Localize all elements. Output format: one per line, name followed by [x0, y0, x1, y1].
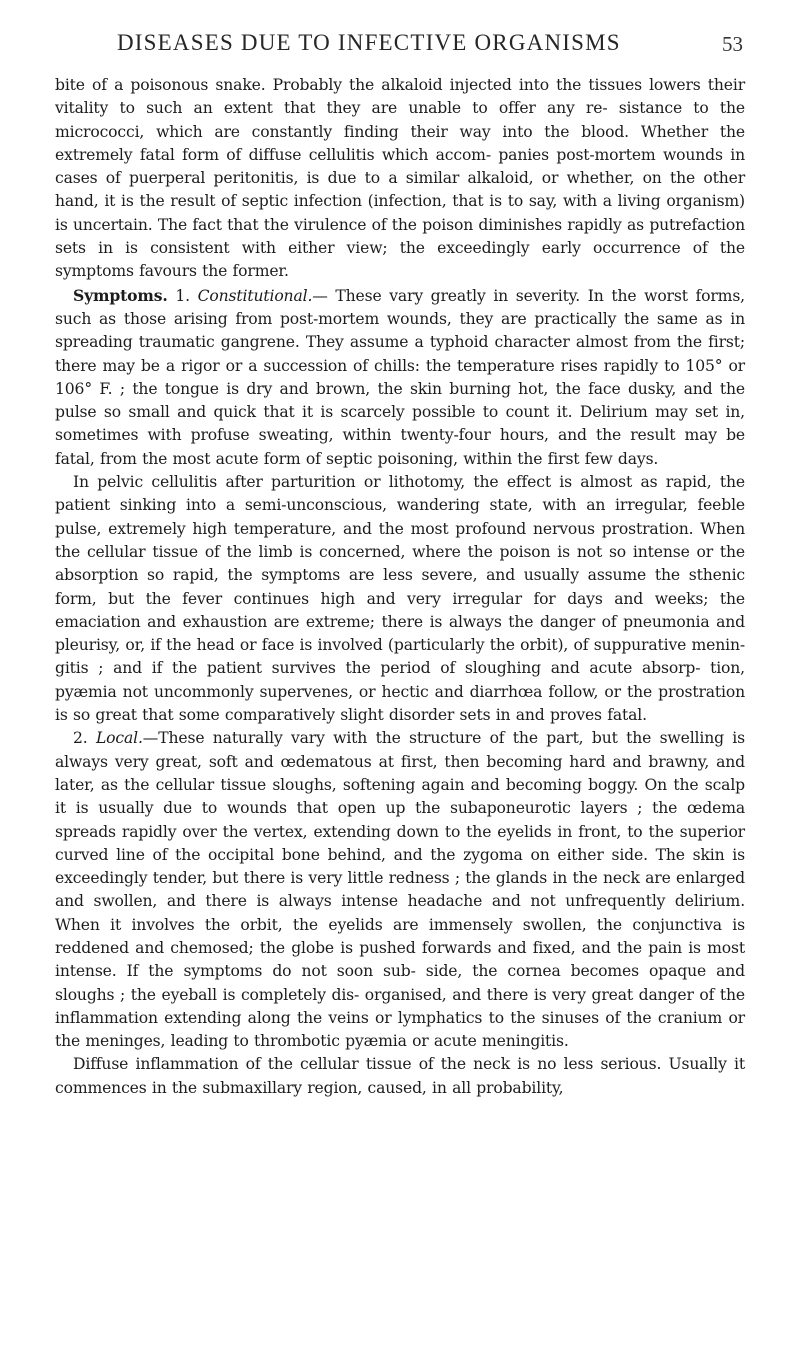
subheading-local: Local. [95, 729, 143, 748]
paragraph-symptoms-constitutional [55, 284, 745, 471]
item-number: 2. [73, 729, 88, 748]
paragraph-pelvic-cellulitis: In pelvic cellulitis after parturition or lithotomy, the effect is almost as rapid, the patient sinking into a semi-unconscious, wandering state, with an irregular, feeble pulse, extremely high temperature, and the most profound nervous prostration. When the cellular tissue of the limb is concerned, where the poison is not so intense or the absorption so rapid, the symptoms are less severe, and usually assume the sthenic form, but the fever continues high and very irregular for days and weeks; the emaciation and exhaustion are extreme; there is always the danger of pneumonia and pleurisy, or, if the head or face is involved (particularly the orbit), of suppurative menin- gitis ; and if the patient survives the period of sloughing and acute absorp- tion, pyæmia not uncommonly supervenes, or hectic and diarrhœa follow, or the prostration is so great that some comparatively slight disorder sets in and proves fatal. [55, 473, 745, 725]
running-title: DISEASES DUE TO INFECTIVE ORGANISMS [117, 30, 621, 55]
paragraph-local-symptoms [55, 727, 745, 1053]
paragraph-text: —These naturally vary with the structure of the part, but the swelling is always very great, soft and œdematous at first, then becoming hard and brawny, and later, as the cellular tissue sloughs, softening again and becoming boggy. On the scalp it is usually due to wounds that open up the subaponeurotic layers ; the œdema spreads rapidly over the vertex, extending down to the eyelids in front, to the superior curved line of the occipital bone behind, and the zygoma on either side. The skin is exceedingly tender, but there is very little redness ; the glands in the neck are enlarged and swollen, and there is always intense headache and not unfrequently delirium. When it involves the orbit, the eyelids are immensely swollen, the conjunctiva is reddened and chemosed; the globe is pushed forwards and fixed, and the pain is most intense. If the symptoms do not soon sub- side, the cornea becomes opaque and sloughs ; the eyeball is completely dis- organised, and there is very great danger of the inflammation extending along the veins or lymphatics to the sinuses of the cranium or the meninges, leading to thrombotic pyæmia or acute meningitis. [55, 729, 746, 1051]
section-heading-symptoms: Symptoms. [73, 285, 168, 305]
paragraph-continuation: bite of a poisonous snake. Probably the alkaloid injected into the tissues lowers their vitality to such an extent that they are unable to offer any re- sistance to the micrococci, which are constantly finding their way into the blood. Whether the extremely fatal form of diffuse cellulitis which accom- panies post-mortem wounds in cases of puerperal peritonitis, is due to a similar alkaloid, or whether, on the other hand, it is the result of septic infection (infection, that is to say, with a living organism) is uncertain. The fact that the virulence of the poison diminishes rapidly as putrefaction sets in is consistent with either view; the exceedingly early occurrence of the symptoms favours the former. [55, 76, 745, 281]
item-number: 1. [175, 286, 190, 305]
body-text [55, 74, 745, 1100]
paragraph-neck-inflammation: Diffuse inflammation of the cellular tissue of the neck is no less serious. Usually it commences in the submaxillary region, caused, in all probability, [55, 1055, 745, 1097]
running-head [55, 30, 743, 62]
subheading-constitutional: Constitutional. [197, 286, 313, 305]
page-number: 53 [722, 32, 743, 56]
paragraph-text: — These vary greatly in severity. In the worst forms, such as those arising from post-mortem wounds, they are practically the same as in spreading traumatic gangrene. They assume a typhoid character almost from the first; there may be a rigor or a succession of chills: the temperature rises rapidly to 105° or 106° F. ; the tongue is dry and brown, the skin burning hot, the face dusky, and the pulse so small and quick that it is scarcely possible to count it. Delirium may set in, sometimes with profuse sweating, within twenty-four hours, and the result may be fatal, from the most acute form of septic poisoning, within the first few days. [55, 286, 745, 468]
